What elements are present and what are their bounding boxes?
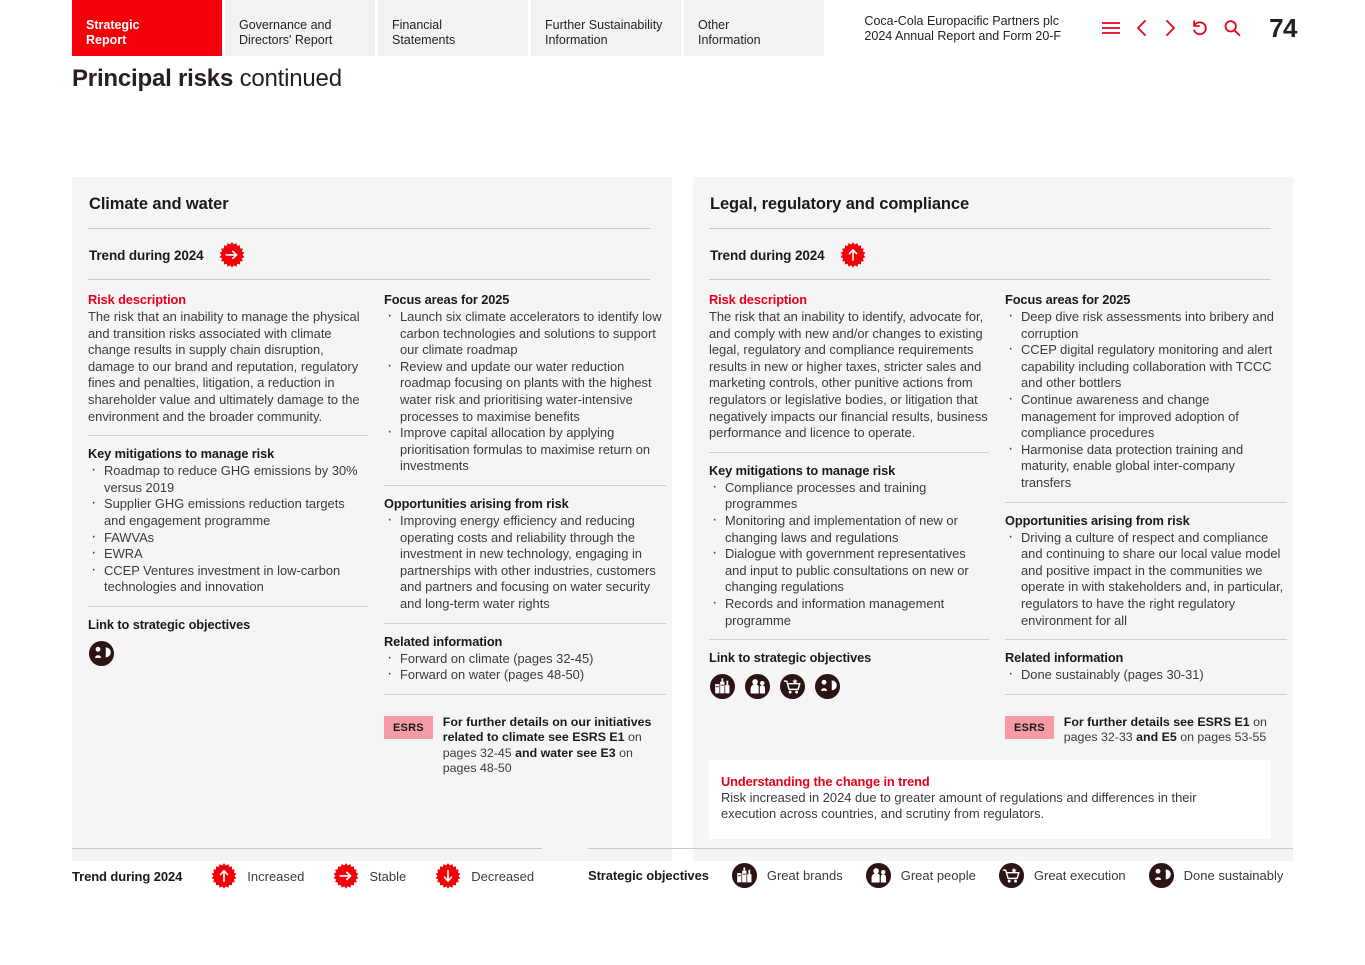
tab-label: Financial Statements bbox=[392, 18, 456, 47]
tab-label: Governance and Directors' Report bbox=[239, 18, 333, 47]
legend-label: Stable bbox=[369, 868, 407, 884]
great-brands-icon[interactable] bbox=[709, 673, 736, 700]
risk-description-heading: Risk description bbox=[709, 292, 807, 307]
objective-icons bbox=[88, 634, 368, 667]
card-column-right bbox=[384, 292, 666, 777]
list-item: · Deep dive risk assessments into bribery and corruption bbox=[1005, 309, 1287, 342]
done-sustainably-icon[interactable] bbox=[88, 640, 115, 667]
list-item[interactable]: · Done sustainably (pages 30-31) bbox=[1005, 667, 1287, 684]
opportunities-heading: Opportunities arising from risk bbox=[384, 495, 569, 511]
related-information-heading: Related information bbox=[1005, 650, 1124, 666]
focus-areas-list bbox=[1005, 309, 1287, 492]
tab-label: Other Information bbox=[698, 18, 761, 47]
great-execution-icon bbox=[998, 862, 1025, 889]
risk-card-climate-and-water bbox=[72, 177, 672, 861]
risk-card-legal-regulatory-and-compliance bbox=[693, 177, 1293, 861]
page-title-light: continued bbox=[239, 65, 342, 92]
objectives-legend-row bbox=[588, 862, 1293, 889]
divider bbox=[384, 623, 666, 624]
list-item: · Roadmap to reduce GHG emissions by 30% versus 2019 bbox=[88, 463, 368, 496]
trend-explanation-text: Risk increased in 2024 due to greater amount of regulations and differences in their execution across countries, and scrutiny from regulators. bbox=[721, 789, 1197, 822]
legend-label: Great people bbox=[900, 868, 976, 883]
report-title: Coca-Cola Europacific Partners plc 2024 Annual Report and Form 20-F bbox=[864, 14, 1062, 43]
divider bbox=[709, 639, 989, 640]
opportunities-list bbox=[1005, 530, 1287, 630]
objectives-legend bbox=[588, 848, 1293, 890]
trend-row bbox=[709, 229, 1271, 279]
legend-item-stable bbox=[332, 862, 406, 890]
great-execution-icon[interactable] bbox=[779, 673, 806, 700]
tab-governance-directors-report[interactable] bbox=[225, 0, 375, 56]
trend-explanation-heading: Understanding the change in trend bbox=[721, 773, 930, 789]
done-sustainably-icon bbox=[1148, 862, 1175, 889]
esrs-part: For further details see ESRS E1 bbox=[1063, 714, 1254, 729]
esrs-part: on pages 48-50 bbox=[442, 745, 633, 776]
divider bbox=[88, 606, 368, 607]
page-header bbox=[0, 0, 1365, 56]
esrs-tag: ESRS bbox=[384, 716, 433, 739]
opportunities-block bbox=[384, 496, 666, 623]
card-column-left bbox=[88, 292, 368, 777]
list-item: · Improving energy efficiency and reducing operating costs and reliability through the investment in new technology, engaging in partnerships with other industries, customers and partners and focusing on water security and long-term water rights bbox=[384, 513, 666, 613]
trend-legend-row bbox=[72, 862, 542, 890]
list-item: · EWRA bbox=[88, 546, 368, 563]
divider bbox=[1005, 694, 1287, 695]
trend-decreased-icon bbox=[434, 862, 462, 890]
key-mitigations-block bbox=[88, 446, 368, 606]
list-item: · Records and information management programme bbox=[709, 596, 989, 629]
tab-further-sustainability-information[interactable] bbox=[531, 0, 681, 56]
list-item: · Review and update our water reduction roadmap focusing on plants with the highest water risk and prioritising water-intensive processes to maximise benefits bbox=[384, 359, 666, 425]
list-item: · CCEP digital regulatory monitoring and alert capability including collaboration with TCCC and other bottlers bbox=[1005, 342, 1287, 392]
card-title: Climate and water bbox=[89, 195, 229, 213]
legend-label: Great brands bbox=[766, 868, 843, 883]
list-item[interactable]: · Forward on water (pages 48-50) bbox=[384, 667, 666, 684]
esrs-tag: ESRS bbox=[1005, 716, 1054, 739]
esrs-text[interactable] bbox=[1064, 715, 1287, 746]
focus-areas-heading: Focus areas for 2025 bbox=[1005, 292, 1131, 307]
esrs-part: and E5 bbox=[1136, 730, 1181, 745]
list-item: · Launch six climate accelerators to identify low carbon technologies and solutions to support our climate roadmap bbox=[384, 309, 666, 359]
objective-icons bbox=[709, 667, 989, 700]
header-right bbox=[864, 0, 1297, 56]
divider bbox=[72, 848, 542, 849]
opportunities-heading: Opportunities arising from risk bbox=[1005, 512, 1190, 528]
trend-stable-icon bbox=[218, 241, 246, 269]
related-information-heading: Related information bbox=[384, 633, 503, 649]
great-people-icon[interactable] bbox=[744, 673, 771, 700]
card-column-left bbox=[709, 292, 989, 746]
legend-item-great-execution bbox=[998, 862, 1126, 889]
key-mitigations-list bbox=[709, 480, 989, 629]
tab-other-information[interactable] bbox=[684, 0, 824, 56]
esrs-text[interactable] bbox=[443, 715, 666, 777]
opportunities-list bbox=[384, 513, 666, 613]
great-people-icon bbox=[865, 862, 892, 889]
legend-item-decreased bbox=[434, 862, 534, 890]
prev-page-icon[interactable] bbox=[1135, 19, 1149, 37]
list-item[interactable]: · Forward on climate (pages 32-45) bbox=[384, 651, 666, 668]
link-objectives-heading: Link to strategic objectives bbox=[88, 616, 251, 632]
trend-increased-icon bbox=[839, 241, 867, 269]
list-item: · Dialogue with government representatives and input to public consultations on new or changing regulations bbox=[709, 546, 989, 596]
key-mitigations-list bbox=[88, 463, 368, 596]
esrs-part: on pages 53-55 bbox=[1180, 730, 1267, 745]
trend-legend-title: Trend during 2024 bbox=[72, 868, 183, 884]
focus-areas-block bbox=[1005, 292, 1287, 502]
risk-description-block bbox=[709, 292, 989, 452]
link-to-strategic-objectives-block bbox=[88, 617, 368, 677]
trend-legend bbox=[72, 848, 542, 890]
risk-description-text: The risk that an inability to identify, advocate for, and comply with new and/or changes to existing legal, regulatory and compliance requirements results in new or higher taxes, stricter sales and marketing controls, other punitive actions from regulators or legislative bodies, or litigation that negatively impacts our financial results, business performance and licence to operate. bbox=[709, 309, 988, 441]
esrs-part: on pages 32-45 bbox=[442, 730, 642, 760]
tab-label: Further Sustainability Information bbox=[545, 18, 663, 47]
related-information-block bbox=[384, 634, 666, 694]
list-item: · Monitoring and implementation of new or changing laws and regulations bbox=[709, 513, 989, 546]
search-icon[interactable] bbox=[1223, 19, 1241, 37]
risk-description-heading: Risk description bbox=[88, 292, 186, 307]
related-information-block bbox=[1005, 650, 1287, 694]
legend-label: Great execution bbox=[1033, 868, 1126, 883]
tab-label: Strategic Report bbox=[86, 18, 140, 47]
card-columns bbox=[88, 280, 662, 777]
list-item: · Supplier GHG emissions reduction targets and engagement programme bbox=[88, 496, 368, 529]
esrs-callout bbox=[1005, 705, 1287, 746]
list-item: · FAWVAs bbox=[88, 530, 368, 547]
focus-areas-list bbox=[384, 309, 666, 475]
esrs-part: and water see E3 bbox=[515, 745, 620, 760]
link-objectives-heading: Link to strategic objectives bbox=[709, 650, 872, 666]
understanding-change-in-trend-box bbox=[709, 760, 1271, 839]
card-columns bbox=[709, 280, 1284, 746]
trend-label: Trend during 2024 bbox=[710, 247, 825, 263]
related-information-list bbox=[384, 651, 666, 684]
tab-strategic-report[interactable] bbox=[72, 0, 222, 56]
esrs-part: on pages 32-33 bbox=[1063, 714, 1267, 745]
focus-areas-block bbox=[384, 292, 666, 485]
great-brands-icon bbox=[731, 862, 758, 889]
list-item: · Compliance processes and training programmes bbox=[709, 480, 989, 513]
undo-icon[interactable] bbox=[1191, 19, 1209, 37]
trend-stable-icon bbox=[332, 862, 360, 890]
section-tabs bbox=[72, 0, 827, 56]
tab-financial-statements[interactable] bbox=[378, 0, 528, 56]
risk-cards bbox=[72, 177, 1293, 861]
list-item: · Improve capital allocation by applying prioritisation formulas to maximise return on investments bbox=[384, 425, 666, 475]
list-item: · Harmonise data protection training and maturity, enable global inter-company transfers bbox=[1005, 442, 1287, 492]
list-item: · CCEP Ventures investment in low-carbon technologies and innovation bbox=[88, 563, 368, 596]
divider bbox=[88, 435, 368, 436]
objectives-legend-title: Strategic objectives bbox=[588, 868, 709, 883]
divider bbox=[709, 452, 989, 453]
esrs-callout bbox=[384, 705, 666, 777]
legend-item-great-brands bbox=[731, 862, 843, 889]
header-nav-icons bbox=[1101, 19, 1241, 37]
legend-label: Increased bbox=[247, 868, 305, 884]
focus-areas-heading: Focus areas for 2025 bbox=[384, 292, 510, 307]
risk-description-text: The risk that an inability to manage the physical and transition risks associated with climate change results in supply chain disruption, damage to our brand and reputation, regulatory fines and penalties, litigation, a reduction in shareholder value and ultimately damage to the environment and the broader community. bbox=[88, 309, 360, 424]
card-column-right bbox=[1005, 292, 1287, 746]
footer-legend bbox=[72, 848, 1293, 890]
related-information-list bbox=[1005, 667, 1287, 684]
next-page-icon[interactable] bbox=[1163, 19, 1177, 37]
opportunities-block bbox=[1005, 513, 1287, 640]
divider bbox=[1005, 639, 1287, 640]
menu-icon[interactable] bbox=[1101, 20, 1121, 36]
legend-label: Done sustainably bbox=[1183, 868, 1284, 883]
legend-item-great-people bbox=[865, 862, 976, 889]
legend-item-increased bbox=[210, 862, 304, 890]
legend-item-done-sustainably bbox=[1148, 862, 1284, 889]
list-item: · Continue awareness and change management for improved adoption of compliance procedures bbox=[1005, 392, 1287, 442]
page-number: 74 bbox=[1269, 12, 1297, 43]
done-sustainably-icon[interactable] bbox=[814, 673, 841, 700]
link-to-strategic-objectives-block bbox=[709, 650, 989, 710]
legend-label: Decreased bbox=[471, 868, 535, 884]
list-item: · Driving a culture of respect and compliance and continuing to share our local value model and positive impact in the communities we operate in with stakeholders and, in particular, regulators to have the right regulatory environment for all bbox=[1005, 530, 1287, 630]
trend-row bbox=[88, 229, 650, 279]
trend-label: Trend during 2024 bbox=[89, 247, 204, 263]
trend-increased-icon bbox=[210, 862, 238, 890]
key-mitigations-heading: Key mitigations to manage risk bbox=[709, 462, 896, 478]
divider bbox=[588, 848, 1293, 849]
key-mitigations-heading: Key mitigations to manage risk bbox=[88, 446, 275, 462]
divider bbox=[1005, 502, 1287, 503]
card-title: Legal, regulatory and compliance bbox=[710, 195, 970, 213]
key-mitigations-block bbox=[709, 463, 989, 639]
divider bbox=[384, 694, 666, 695]
divider bbox=[384, 485, 666, 486]
esrs-part: For further details on our initiatives related to climate see ESRS E1 bbox=[442, 714, 652, 745]
page-title bbox=[0, 56, 1365, 94]
risk-description-block bbox=[88, 292, 368, 435]
page-title-bold: Principal risks bbox=[72, 65, 234, 92]
